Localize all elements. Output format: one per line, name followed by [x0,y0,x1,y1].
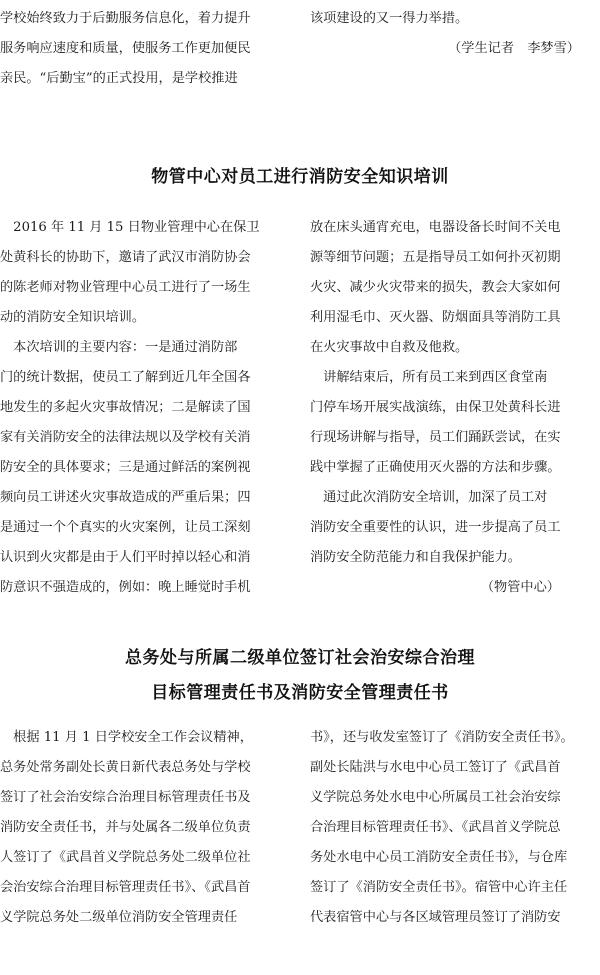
article1-right-column [310,213,598,603]
text-line: 副处长陆洪与水电中心员工签订了《武昌首 [310,760,561,775]
text-line: 义学院总务处水电中心所属员工社会治安综 [310,790,561,805]
text-line: 频向员工讲述火灾事故造成的严重后果；四 [0,490,251,505]
text-line: 2016 年 11 月 15 日物业管理中心在保卫 [0,220,260,235]
article2-right-column [310,723,598,933]
text-line: 行现场讲解与指导，员工们踊跃尝试，在实 [310,430,561,445]
text-line: 门的统计数据，使员工了解到近几年全国各 [0,370,251,385]
text-line: 的陈老师对物业管理中心员工进行了一场生 [0,280,251,295]
text-line: 亲民。“后勤宝”的正式投用，是学校推进 [0,71,238,86]
text-line: 签订了《消防安全责任书》。宿管中心许主任 [310,880,568,895]
article1-left-column [0,213,292,603]
article2-left-column [0,723,292,933]
text-line: 消防安全责任书，并与处属各二级单位负责 [0,820,251,835]
article-title-line-1: 总务处与所属二级单位签订社会治安综合治理 [125,648,475,668]
text-line: 源等细节问题；五是指导员工如何扑灭初期 [310,250,561,265]
article-title: 物管中心对员工进行消防安全知识培训 [151,167,449,187]
text-line: 书》，还与收发室签订了《消防安全责任书》。 [310,730,574,745]
text-line: 践中掌握了正确使用灭火器的方法和步骤。 [310,460,561,475]
top-left-column [0,4,292,94]
text-line: 消防安全重要性的认识，进一步提高了员工 [310,520,561,535]
text-line: 门停车场开展实战演练，由保卫处黄科长进 [310,400,561,415]
text-line: 地发生的多起火灾事故情况；二是解读了国 [0,400,251,415]
text-line: 防意识不强造成的，例如：晚上睡觉时手机 [0,580,251,595]
text-line: 会治安综合治理目标管理责任书》、《武昌首 [0,880,251,895]
text-line: 通过此次消防安全培训，加深了员工对 [310,490,548,505]
text-line: 该项建设的又一得力举措。 [310,11,469,26]
text-line: 认识到火灾都是由于人们平时掉以轻心和消 [0,550,251,565]
text-line: 在火灾事故中自救及他救。 [310,340,469,355]
text-line: 放在床头通宵充电，电器设备长时间不关电 [310,220,561,235]
text-line: 防安全的具体要求；三是通过鲜活的案例视 [0,460,251,475]
text-line: 消防安全防范能力和自我保护能力。 [310,550,521,565]
text-line: 总务处常务副处长黄日新代表总务处与学校 [0,760,251,775]
text-line: 签订了社会治安综合治理目标管理责任书及 [0,790,251,805]
byline: （物管中心） [480,580,560,595]
text-line: 是通过一个个真实的火灾案例，让员工深刻 [0,520,251,535]
top-right-column [310,4,598,64]
text-line: 合治理目标管理责任书》、《武昌首义学院总 [310,820,561,835]
text-line: 家有关消防安全的法律法规以及学校有关消 [0,430,251,445]
text-line: 火灾、减少火灾带来的损失，教会大家如何 [310,280,561,295]
text-line: 根据 11 月 1 日学校安全工作会议精神， [0,730,253,745]
byline: （学生记者 李梦雪） [448,41,580,56]
text-line: 讲解结束后，所有员工来到西区食堂南 [310,370,548,385]
text-line: 利用湿毛巾、灭火器、防烟面具等消防工具 [310,310,561,325]
text-line: 务处水电中心员工消防安全责任书》，与仓库 [310,850,568,865]
text-line: 义学院总务处二级单位消防安全管理责任 [0,910,238,925]
text-line: 学校始终致力于后勤服务信息化，着力提升 [0,11,251,26]
text-line: 动的消防安全知识培训。 [0,310,146,325]
text-line: 处黄科长的协助下，邀请了武汉市消防协会 [0,250,251,265]
text-line: 人签订了《武昌首义学院总务处二级单位社 [0,850,251,865]
article-title-line-2: 目标管理责任书及消防安全管理责任书 [151,683,449,703]
text-line: 服务响应速度和质量，使服务工作更加便民 [0,41,251,56]
text-line: 代表宿管中心与各区域管理员签订了消防安 [310,910,561,925]
text-line: 本次培训的主要内容：一是通过消防部 [0,340,238,355]
